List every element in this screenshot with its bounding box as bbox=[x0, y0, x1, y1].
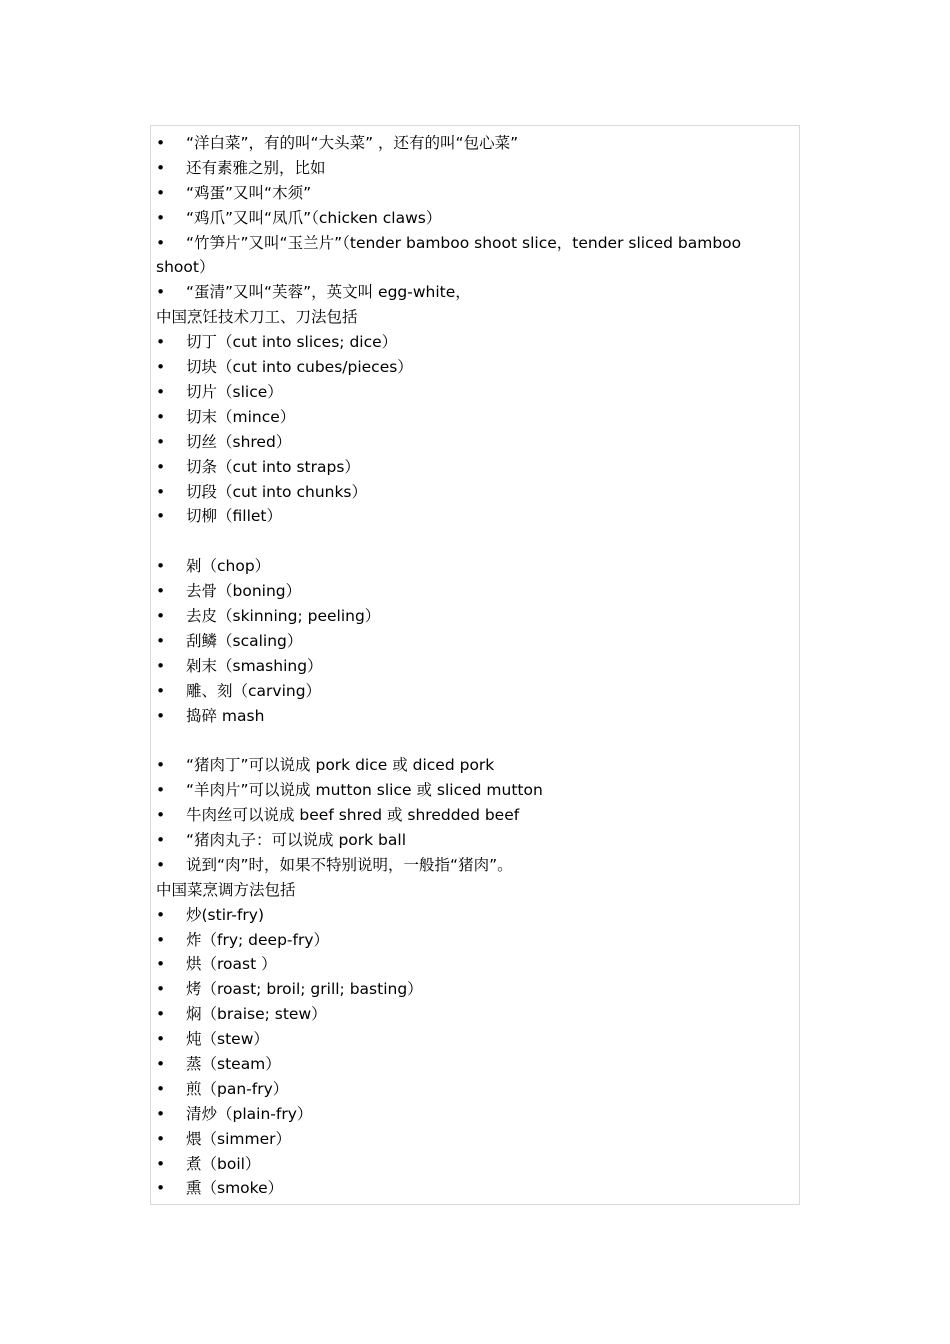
list-item-text: 炸（fry; deep-fry） bbox=[186, 930, 329, 949]
bullet-icon: • bbox=[156, 557, 166, 576]
list-item-text: “猪肉丸子：可以说成 pork ball bbox=[186, 830, 407, 849]
list-item-text: 烤（roast; broil; grill; basting） bbox=[186, 980, 423, 999]
list-item bbox=[156, 604, 796, 629]
bullet-icon: • bbox=[156, 183, 166, 202]
list-item-text: 清炒（plain-fry） bbox=[186, 1104, 313, 1123]
list-item-text: “鸡蛋”又叫“木须” bbox=[186, 183, 312, 202]
list-item-text: 剁（chop） bbox=[186, 557, 271, 576]
list-item bbox=[156, 455, 796, 480]
bullet-icon: • bbox=[156, 233, 166, 252]
bullet-icon: • bbox=[156, 606, 166, 625]
list-item bbox=[156, 156, 796, 181]
list-item-text: 去皮（skinning; peeling） bbox=[186, 606, 381, 625]
list-item-text: “鸡爪”又叫“凤爪”（chicken claws） bbox=[186, 208, 442, 227]
bullet-icon: • bbox=[156, 407, 166, 426]
list-item bbox=[156, 753, 796, 778]
list-item bbox=[156, 1152, 796, 1177]
list-item bbox=[156, 181, 796, 206]
list-item bbox=[156, 704, 796, 729]
bullet-icon: • bbox=[156, 1054, 166, 1073]
list-item bbox=[156, 504, 796, 529]
list-item-text: 捣碎 mash bbox=[186, 706, 265, 725]
bullet-icon: • bbox=[156, 806, 166, 825]
list-item bbox=[156, 1077, 796, 1102]
bullet-icon: • bbox=[156, 656, 166, 675]
list-item bbox=[156, 480, 796, 505]
list-item bbox=[156, 853, 796, 878]
list-item bbox=[156, 330, 796, 355]
bullet-icon: • bbox=[156, 681, 166, 700]
list-item bbox=[156, 1002, 796, 1027]
list-item bbox=[156, 778, 796, 803]
bullet-icon: • bbox=[156, 1179, 166, 1198]
list-item bbox=[156, 952, 796, 977]
list-item-text: 熏（smoke） bbox=[186, 1179, 284, 1198]
list-item bbox=[156, 405, 796, 430]
list-item bbox=[156, 928, 796, 953]
list-item-text: “羊肉片”可以说成 mutton slice 或 sliced mutton bbox=[186, 781, 543, 800]
list-item bbox=[156, 1102, 796, 1127]
bullet-icon: • bbox=[156, 333, 166, 352]
list-item bbox=[156, 554, 796, 579]
bullet-icon: • bbox=[156, 158, 166, 177]
list-item-text: 雕、刻（carving） bbox=[186, 681, 322, 700]
bullet-icon: • bbox=[156, 631, 166, 650]
blank-line bbox=[156, 529, 796, 554]
list-item bbox=[156, 231, 796, 281]
list-item-text: 还有素雅之别，比如 bbox=[186, 158, 326, 177]
section-heading bbox=[156, 878, 796, 903]
list-item bbox=[156, 430, 796, 455]
list-item-text: 切柳（fillet） bbox=[186, 507, 282, 526]
bullet-icon: • bbox=[156, 482, 166, 501]
list-item-text: “洋白菜”，有的叫“大头菜” ，还有的叫“包心菜” bbox=[186, 134, 519, 152]
list-item bbox=[156, 206, 796, 231]
bullet-icon: • bbox=[156, 1104, 166, 1123]
section-heading bbox=[156, 305, 796, 330]
list-item-text: 剁末（smashing） bbox=[186, 656, 323, 675]
list-item-text: “蛋清”又叫“芙蓉”，英文叫 egg-white， bbox=[186, 283, 471, 302]
bullet-icon: • bbox=[156, 134, 166, 152]
bullet-icon: • bbox=[156, 507, 166, 526]
list-item bbox=[156, 280, 796, 305]
bullet-icon: • bbox=[156, 432, 166, 451]
list-item-text: 煮（boil） bbox=[186, 1154, 261, 1173]
list-item-text: 煨（simmer） bbox=[186, 1129, 291, 1148]
section-heading-text: 中国菜烹调方法包括 bbox=[156, 880, 296, 899]
bullet-icon: • bbox=[156, 905, 166, 924]
bullet-icon: • bbox=[156, 1030, 166, 1049]
list-item bbox=[156, 1176, 796, 1201]
list-item-text: 炒(stir-fry) bbox=[186, 905, 265, 924]
bullet-icon: • bbox=[156, 382, 166, 401]
list-item bbox=[156, 1027, 796, 1052]
bullet-icon: • bbox=[156, 1005, 166, 1024]
list-item bbox=[156, 828, 796, 853]
bullet-icon: • bbox=[156, 208, 166, 227]
list-item-text: 牛肉丝可以说成 beef shred 或 shredded beef bbox=[186, 806, 520, 825]
bullet-icon: • bbox=[156, 582, 166, 601]
bullet-icon: • bbox=[156, 283, 166, 302]
list-item-text: 蒸（steam） bbox=[186, 1054, 281, 1073]
list-item bbox=[156, 1127, 796, 1152]
bullet-icon: • bbox=[156, 1154, 166, 1173]
blank-line bbox=[156, 728, 796, 753]
section-heading-text: 中国烹饪技术刀工、刀法包括 bbox=[156, 308, 358, 327]
bullet-icon: • bbox=[156, 855, 166, 874]
bullet-icon: • bbox=[156, 830, 166, 849]
bullet-icon: • bbox=[156, 781, 166, 800]
list-item-text: 炖（stew） bbox=[186, 1030, 269, 1049]
list-item bbox=[156, 1052, 796, 1077]
bullet-icon: • bbox=[156, 358, 166, 377]
bullet-icon: • bbox=[156, 980, 166, 999]
list-item-text: 煎（pan-fry） bbox=[186, 1079, 289, 1098]
bullet-icon: • bbox=[156, 930, 166, 949]
bullet-icon: • bbox=[156, 955, 166, 974]
bullet-icon: • bbox=[156, 1129, 166, 1148]
list-item bbox=[156, 380, 796, 405]
list-item-text: 刮鳞（scaling） bbox=[186, 631, 303, 650]
bullet-icon: • bbox=[156, 706, 166, 725]
list-item-text: 去骨（boning） bbox=[186, 582, 302, 601]
list-item-text: 切丝（shred） bbox=[186, 432, 292, 451]
bullet-icon: • bbox=[156, 457, 166, 476]
list-item-text: “竹笋片”又叫“玉兰片”（tender bamboo shoot slice，tender sliced bamboo shoot） bbox=[156, 233, 742, 277]
list-item-text: 焖（braise; stew） bbox=[186, 1005, 327, 1024]
list-item-text: “猪肉丁”可以说成 pork dice 或 diced pork bbox=[186, 756, 495, 775]
list-item-text: 切丁（cut into slices; dice） bbox=[186, 333, 398, 352]
list-item bbox=[156, 131, 796, 156]
list-item-text: 切块（cut into cubes/pieces） bbox=[186, 358, 413, 377]
list-item bbox=[156, 579, 796, 604]
list-item-text: 说到“肉”时，如果不特别说明，一般指“猪肉”。 bbox=[186, 855, 513, 874]
document-body bbox=[156, 131, 796, 1201]
list-item-text: 切片（slice） bbox=[186, 382, 283, 401]
list-item-text: 切末（mince） bbox=[186, 407, 296, 426]
list-item bbox=[156, 679, 796, 704]
list-item bbox=[156, 977, 796, 1002]
bullet-icon: • bbox=[156, 756, 166, 775]
list-item bbox=[156, 654, 796, 679]
list-item-text: 烘（roast ） bbox=[186, 955, 277, 974]
bullet-icon: • bbox=[156, 1079, 166, 1098]
list-item bbox=[156, 355, 796, 380]
list-item bbox=[156, 629, 796, 654]
list-item bbox=[156, 903, 796, 928]
list-item-text: 切段（cut into chunks） bbox=[186, 482, 368, 501]
list-item bbox=[156, 803, 796, 828]
list-item-text: 切条（cut into straps） bbox=[186, 457, 360, 476]
